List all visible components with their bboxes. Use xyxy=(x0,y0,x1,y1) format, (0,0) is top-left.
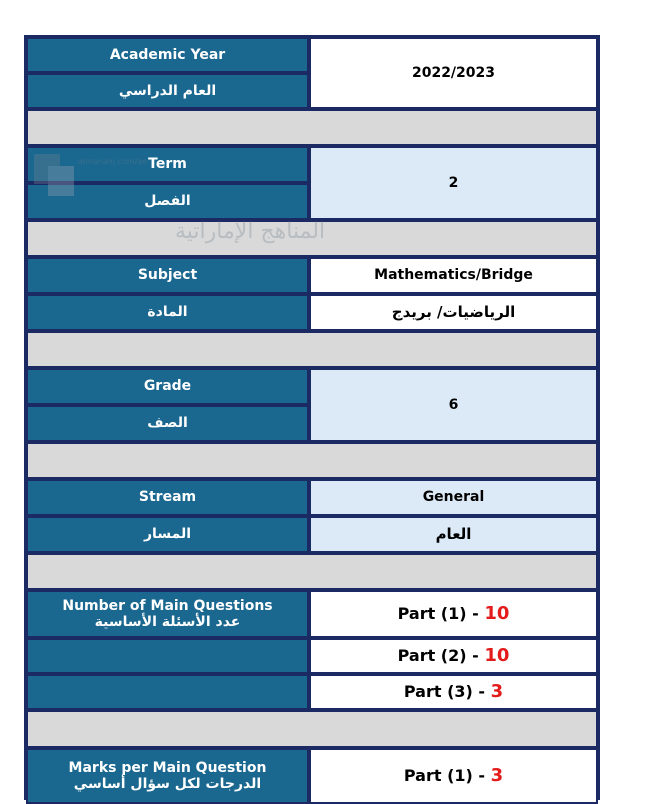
marks-part-1 xyxy=(309,748,598,804)
main-questions-label-en: Number of Main Questions xyxy=(62,597,273,614)
separator-row xyxy=(26,331,598,368)
academic-year-value: 2022/2023 xyxy=(309,37,598,109)
term-value: 2 xyxy=(309,146,598,220)
grade-value: 6 xyxy=(309,368,598,442)
part-count: 10 xyxy=(484,602,510,624)
academic-year-label-ar: العام الدراسي xyxy=(26,73,309,109)
part-label: Part (1) - xyxy=(397,603,479,623)
grade-label-ar: الصف xyxy=(26,405,309,442)
term-label-ar: الفصل xyxy=(26,183,309,220)
watermark-small-text: almanahj.com/ae xyxy=(78,157,148,166)
main-questions-label-blank xyxy=(26,674,309,710)
part-label: Part (3) - xyxy=(403,681,486,701)
separator-row xyxy=(26,553,598,590)
academic-year-label: Academic Year xyxy=(26,37,309,73)
stream-label-ar: المسار xyxy=(26,516,309,553)
subject-value-ar: الرياضيات/ بريدج xyxy=(309,294,598,331)
marks-per-question-label-en: Marks per Main Question xyxy=(68,759,267,776)
watermark-text: المناهج الإماراتية xyxy=(175,219,326,244)
part-label: Part (1) - xyxy=(403,765,486,785)
main-questions-part-3 xyxy=(309,674,598,710)
subject-value: Mathematics/Bridge xyxy=(309,257,598,294)
grade-label: Grade xyxy=(26,368,309,405)
main-questions-part-2 xyxy=(309,638,598,674)
part-count: 10 xyxy=(484,644,510,666)
main-questions-label xyxy=(26,590,309,638)
stream-value: General xyxy=(309,479,598,516)
part-count: 3 xyxy=(490,764,504,786)
stream-label: Stream xyxy=(26,479,309,516)
subject-label-ar: المادة xyxy=(26,294,309,331)
stream-value-ar: العام xyxy=(309,516,598,553)
main-questions-label-blank xyxy=(26,638,309,674)
marks-per-question-label xyxy=(26,748,309,804)
subject-label: Subject xyxy=(26,257,309,294)
separator-row xyxy=(26,710,598,748)
marks-per-question-label-ar: الدرجات لكل سؤال أساسي xyxy=(73,776,262,792)
term-label: Term xyxy=(26,146,309,183)
separator-row xyxy=(26,442,598,479)
main-questions-label-ar: عدد الأسئلة الأساسية xyxy=(94,614,241,630)
main-questions-part-1 xyxy=(309,590,598,638)
part-count: 3 xyxy=(490,680,504,702)
exam-info-table xyxy=(24,35,600,800)
separator-row xyxy=(26,109,598,146)
separator-row xyxy=(26,220,598,257)
part-label: Part (2) - xyxy=(397,645,479,665)
